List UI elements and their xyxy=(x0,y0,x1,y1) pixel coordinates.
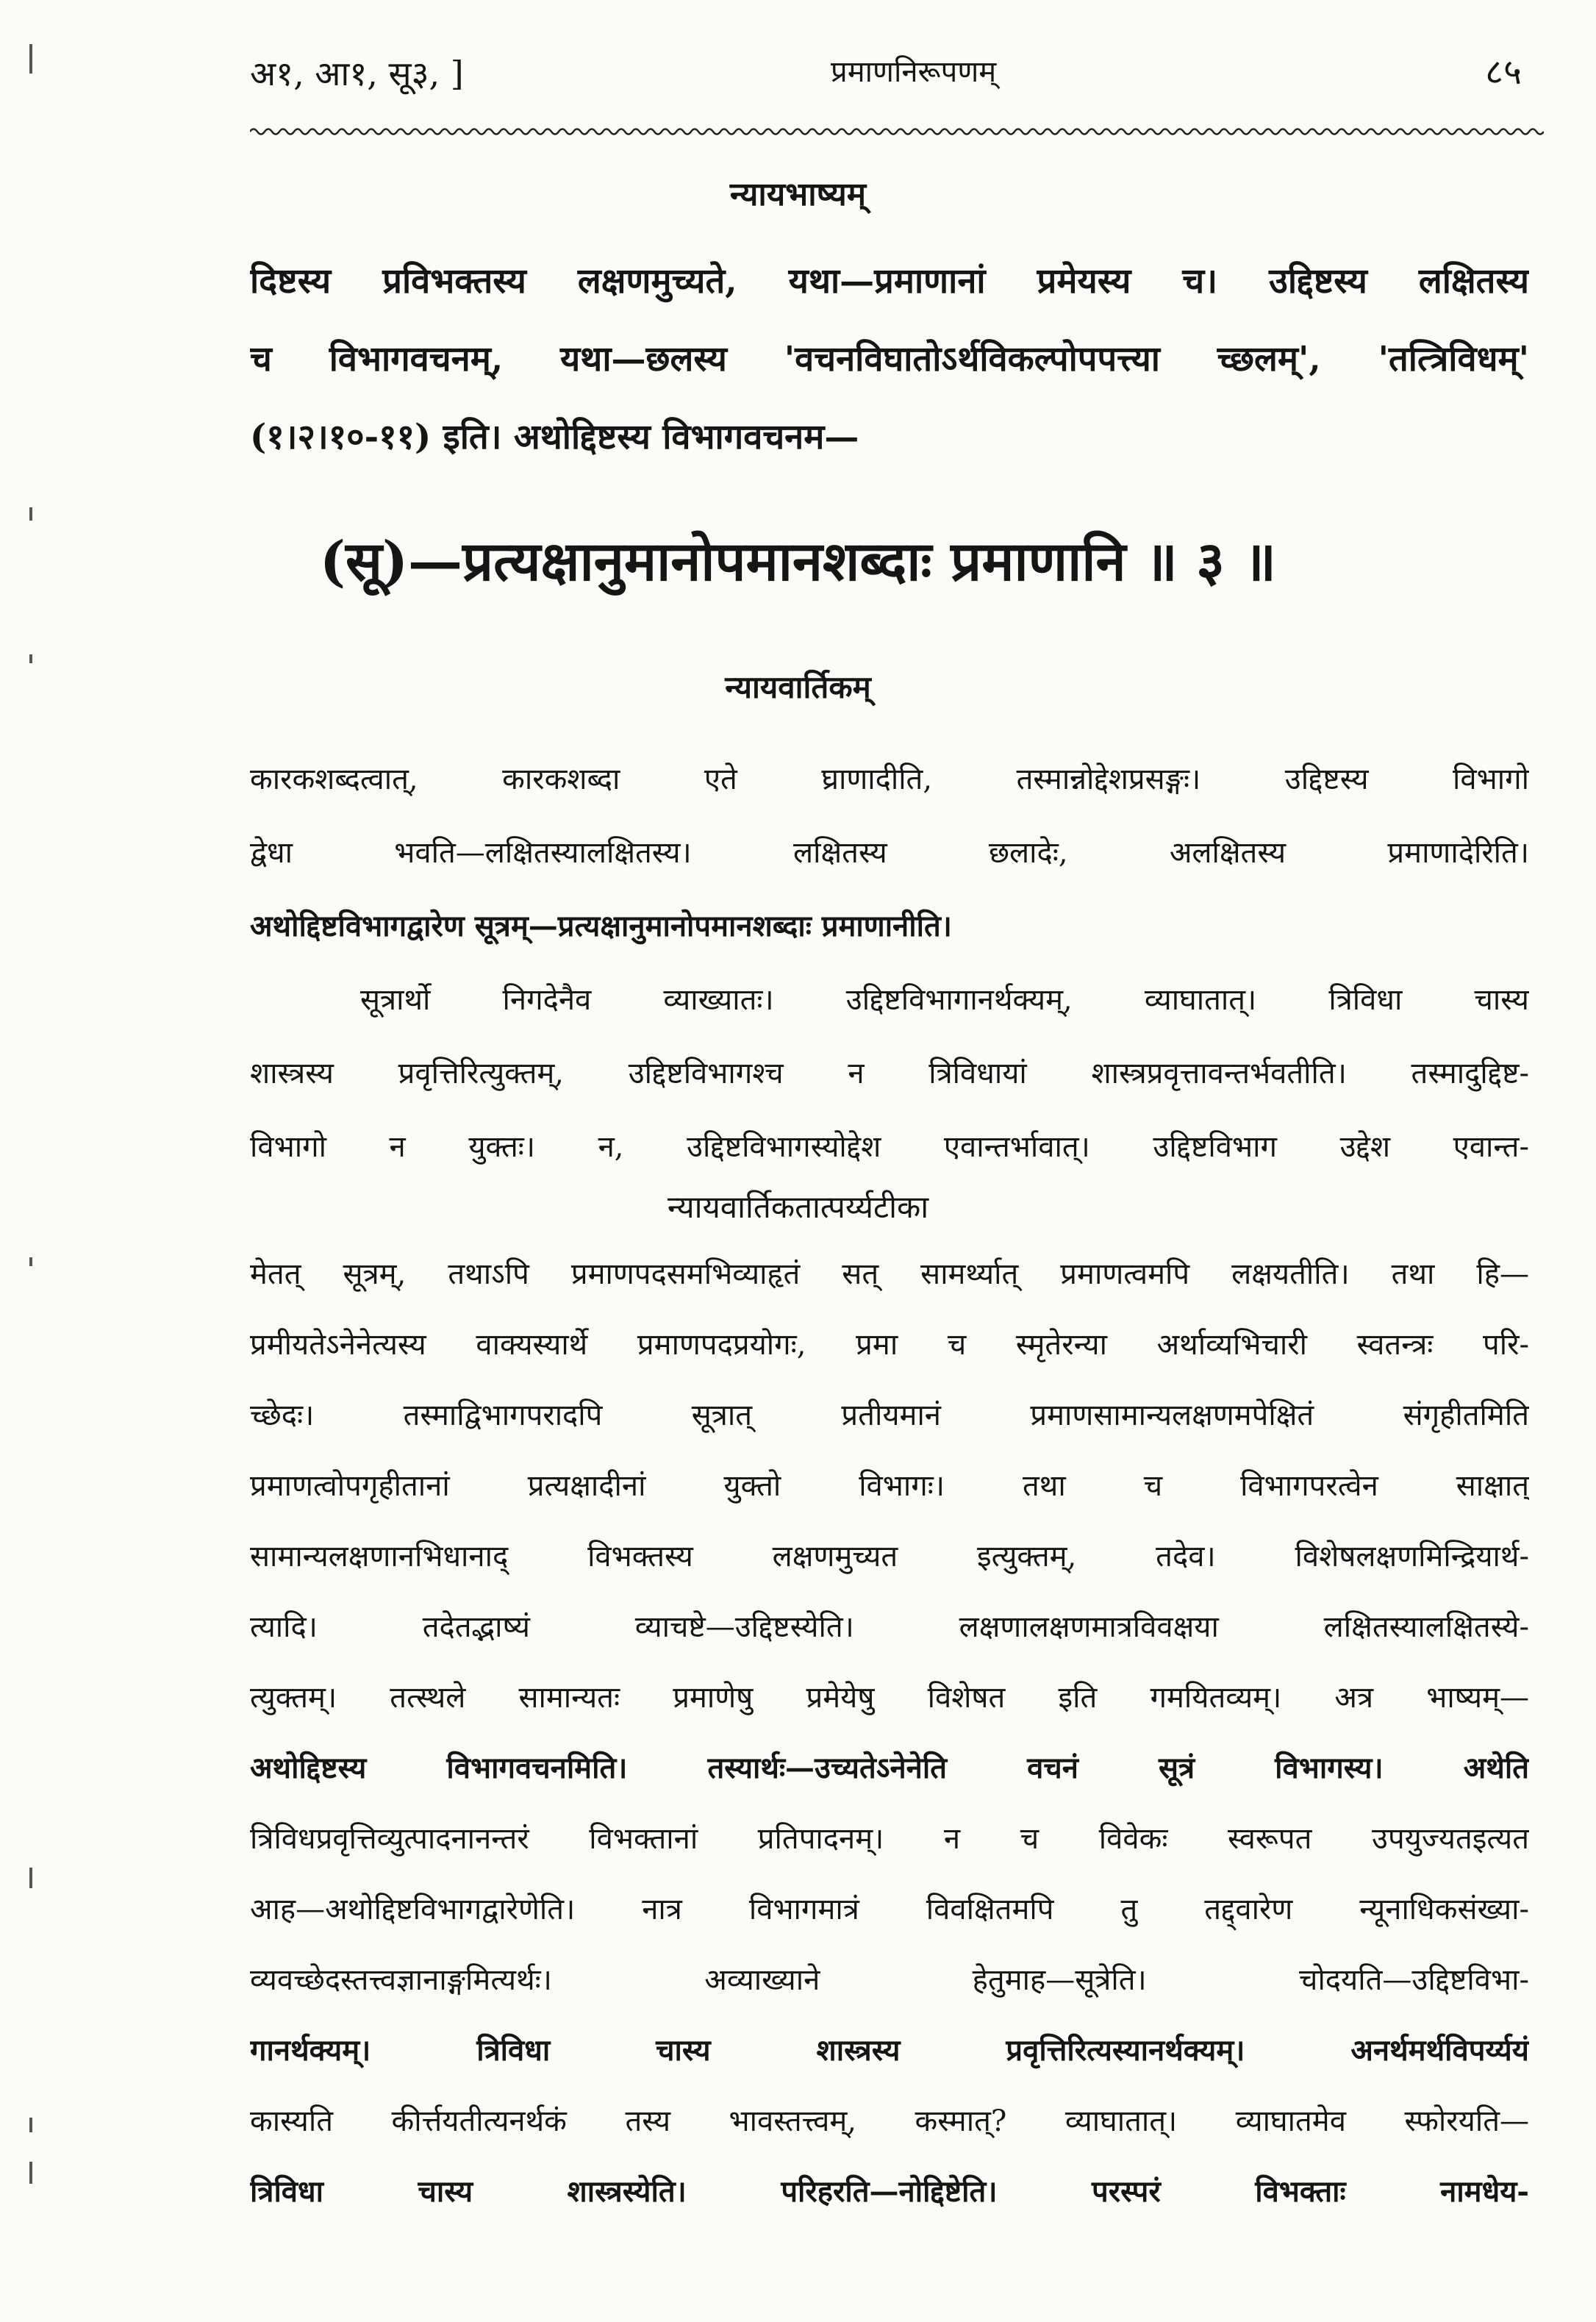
bhashya-title: न्यायभाष्यम् xyxy=(729,176,867,213)
bhashya-text xyxy=(250,243,1529,476)
tika-line: च्छेदः। तस्माद्विभागपरादपि सूत्रात् प्रतीयमानं प्रमाणसामान्यलक्षणमपेक्षितं संगृहीतमिति xyxy=(250,1398,1529,1432)
tika-line: व्यवच्छेदस्तत्त्वज्ञानाङ्गमित्यर्थः। अव्याख्याने हेतुमाह—सूत्रेति। चोदयति—उद्दिष्टविभा- xyxy=(250,1963,1529,1997)
header-wavy-rule xyxy=(250,125,1544,138)
tika-line: त्रिविधा चास्य शास्त्रस्येति। परिहरति—नोद्दिष्टेति। परस्परं विभक्ताः नामधेय- xyxy=(250,2174,1529,2209)
bhashya-line: (१।२।१०-११) इति। अथोद्दिष्टस्य विभागवचनम— xyxy=(250,417,859,457)
tika-line: त्रिविधप्रवृत्तिव्युत्पादनानन्तरं विभक्तानां प्रतिपादनम्। न च विवेकः स्वरूपत उपयुज्यतइत्यत xyxy=(250,1822,1529,1856)
vartika-line: कारकशब्दत्वात्, कारकशब्दा एते घ्राणादीति, तस्मान्नोद्देशप्रसङ्गः। उद्दिष्टस्य विभागो xyxy=(250,762,1529,796)
tika-text xyxy=(250,1239,1529,2227)
chapter-reference: अ१, आ१, सू३, ] xyxy=(250,54,464,93)
tika-line: गानर्थक्यम्। त्रिविधा चास्य शास्त्रस्य प्रवृत्तिरित्यस्यानर्थक्यम्। अनर्थमर्थविपर्य्ययं xyxy=(250,2033,1529,2068)
vartika-line: शास्त्रस्य प्रवृत्तिरित्युक्तम्, उद्दिष्टविभागश्च न त्रिविधायां शास्त्रप्रवृत्तावन्तर्भवतीति। तस्मादुद्दिष्ट- xyxy=(250,1057,1529,1090)
page-header xyxy=(243,37,1536,103)
vartika-title: न्यायवार्तिकम् xyxy=(725,669,871,705)
tika-line: त्यादि। तदेतद्भाष्यं व्याचष्टे—उद्दिष्टस्येति। लक्षणालक्षणमात्रविवक्षया लक्षितस्यालक्षितस्ये- xyxy=(250,1610,1529,1644)
tika-line: अथोद्दिष्टस्य विभागवचनमिति। तस्यार्थः—उच्यतेऽनेनेति वचनं सूत्रं विभागस्य। अथेति xyxy=(250,1751,1529,1785)
tika-line: सामान्यलक्षणानभिधानाद् विभक्तस्य लक्षणमुच्यत इत्युक्तम्, तदेव। विशेषलक्षणमिन्द्रियार्थ- xyxy=(250,1540,1529,1573)
tika-line: प्रमीयतेऽनेनेत्यस्य वाक्यस्यार्थे प्रमाणपदप्रयोगः, प्रमा च स्मृतेरन्या अर्थाव्यभिचारी स्वतन्त्रः परि- xyxy=(250,1328,1529,1362)
vartika-line: अथोद्दिष्टविभागद्वारेण सूत्रम्—प्रत्यक्षानुमानोपमानशब्दाः प्रमाणानीति। xyxy=(250,909,952,943)
tika-line: प्रमाणत्वोपगृहीतानां प्रत्यक्षादीनां युक्तो विभागः। तथा च विभागपरत्वेन साक्षात् xyxy=(250,1469,1529,1503)
tika-line: कास्यति कीर्त्तयतीत्यनर्थकं तस्य भावस्तत्त्वम्, कस्मात्? व्याघातात्। व्याघातमेव स्फोरयति— xyxy=(250,2104,1529,2138)
vartika-line: विभागो न युक्तः। न, उद्दिष्टविभागस्योद्देश एवान्तर्भावात्। उद्दिष्टविभाग उद्देश एवान्त- xyxy=(250,1130,1529,1164)
tika-line: त्युक्तम्। तत्स्थले सामान्यतः प्रमाणेषु प्रमेयेषु विशेषत इति गमयितव्यम्। अत्र भाष्यम्— xyxy=(250,1681,1529,1715)
page-number: ८५ xyxy=(1485,51,1522,93)
tika-line: मेतत् सूत्रम्, तथाऽपि प्रमाणपदसमभिव्याहृतं सत् सामर्थ्यात् प्रमाणत्वमपि लक्षयतीति। तथा हि— xyxy=(250,1257,1529,1291)
vartika-line: द्वेधा भवति—लक्षितस्यालक्षितस्य। लक्षितस्य छलादेः, अलक्षितस्य प्रमाणादेरिति। xyxy=(250,836,1529,870)
running-title: प्रमाणनिरूपणम् xyxy=(831,55,997,89)
sutra-verse: (सू)—प्रत्यक्षानुमानोपमानशब्दाः प्रमाणानि ॥ ३ ॥ xyxy=(320,530,1276,593)
bhashya-line: च विभागवचनम्, यथा—छलस्य 'वचनविघातोऽर्थविकल्पोपपत्त्या च्छलम्', 'तत्त्रिविधम्' xyxy=(250,339,1529,379)
margin-marks xyxy=(29,0,44,2322)
vartika-text xyxy=(250,743,1529,1184)
tika-line: आह—अथोद्दिष्टविभागद्वारेणेति। नात्र विभागमात्रं विवक्षितमपि तु तद्द्वारेण न्यूनाधिकसंख्या- xyxy=(250,1893,1529,1926)
bhashya-line: दिष्टस्य प्रविभक्तस्य लक्षणमुच्यते, यथा—प्रमाणानां प्रमेयस्य च। उद्दिष्टस्य लक्षितस्य xyxy=(250,261,1529,301)
tika-title: न्यायवार्तिकतात्पर्य्यटीका xyxy=(667,1189,929,1225)
vartika-line: सूत्रार्थो निगदेनैव व्याख्यातः। उद्दिष्टविभागानर्थक्यम्, व्याघातात्। त्रिविधा चास्य xyxy=(360,983,1529,1017)
